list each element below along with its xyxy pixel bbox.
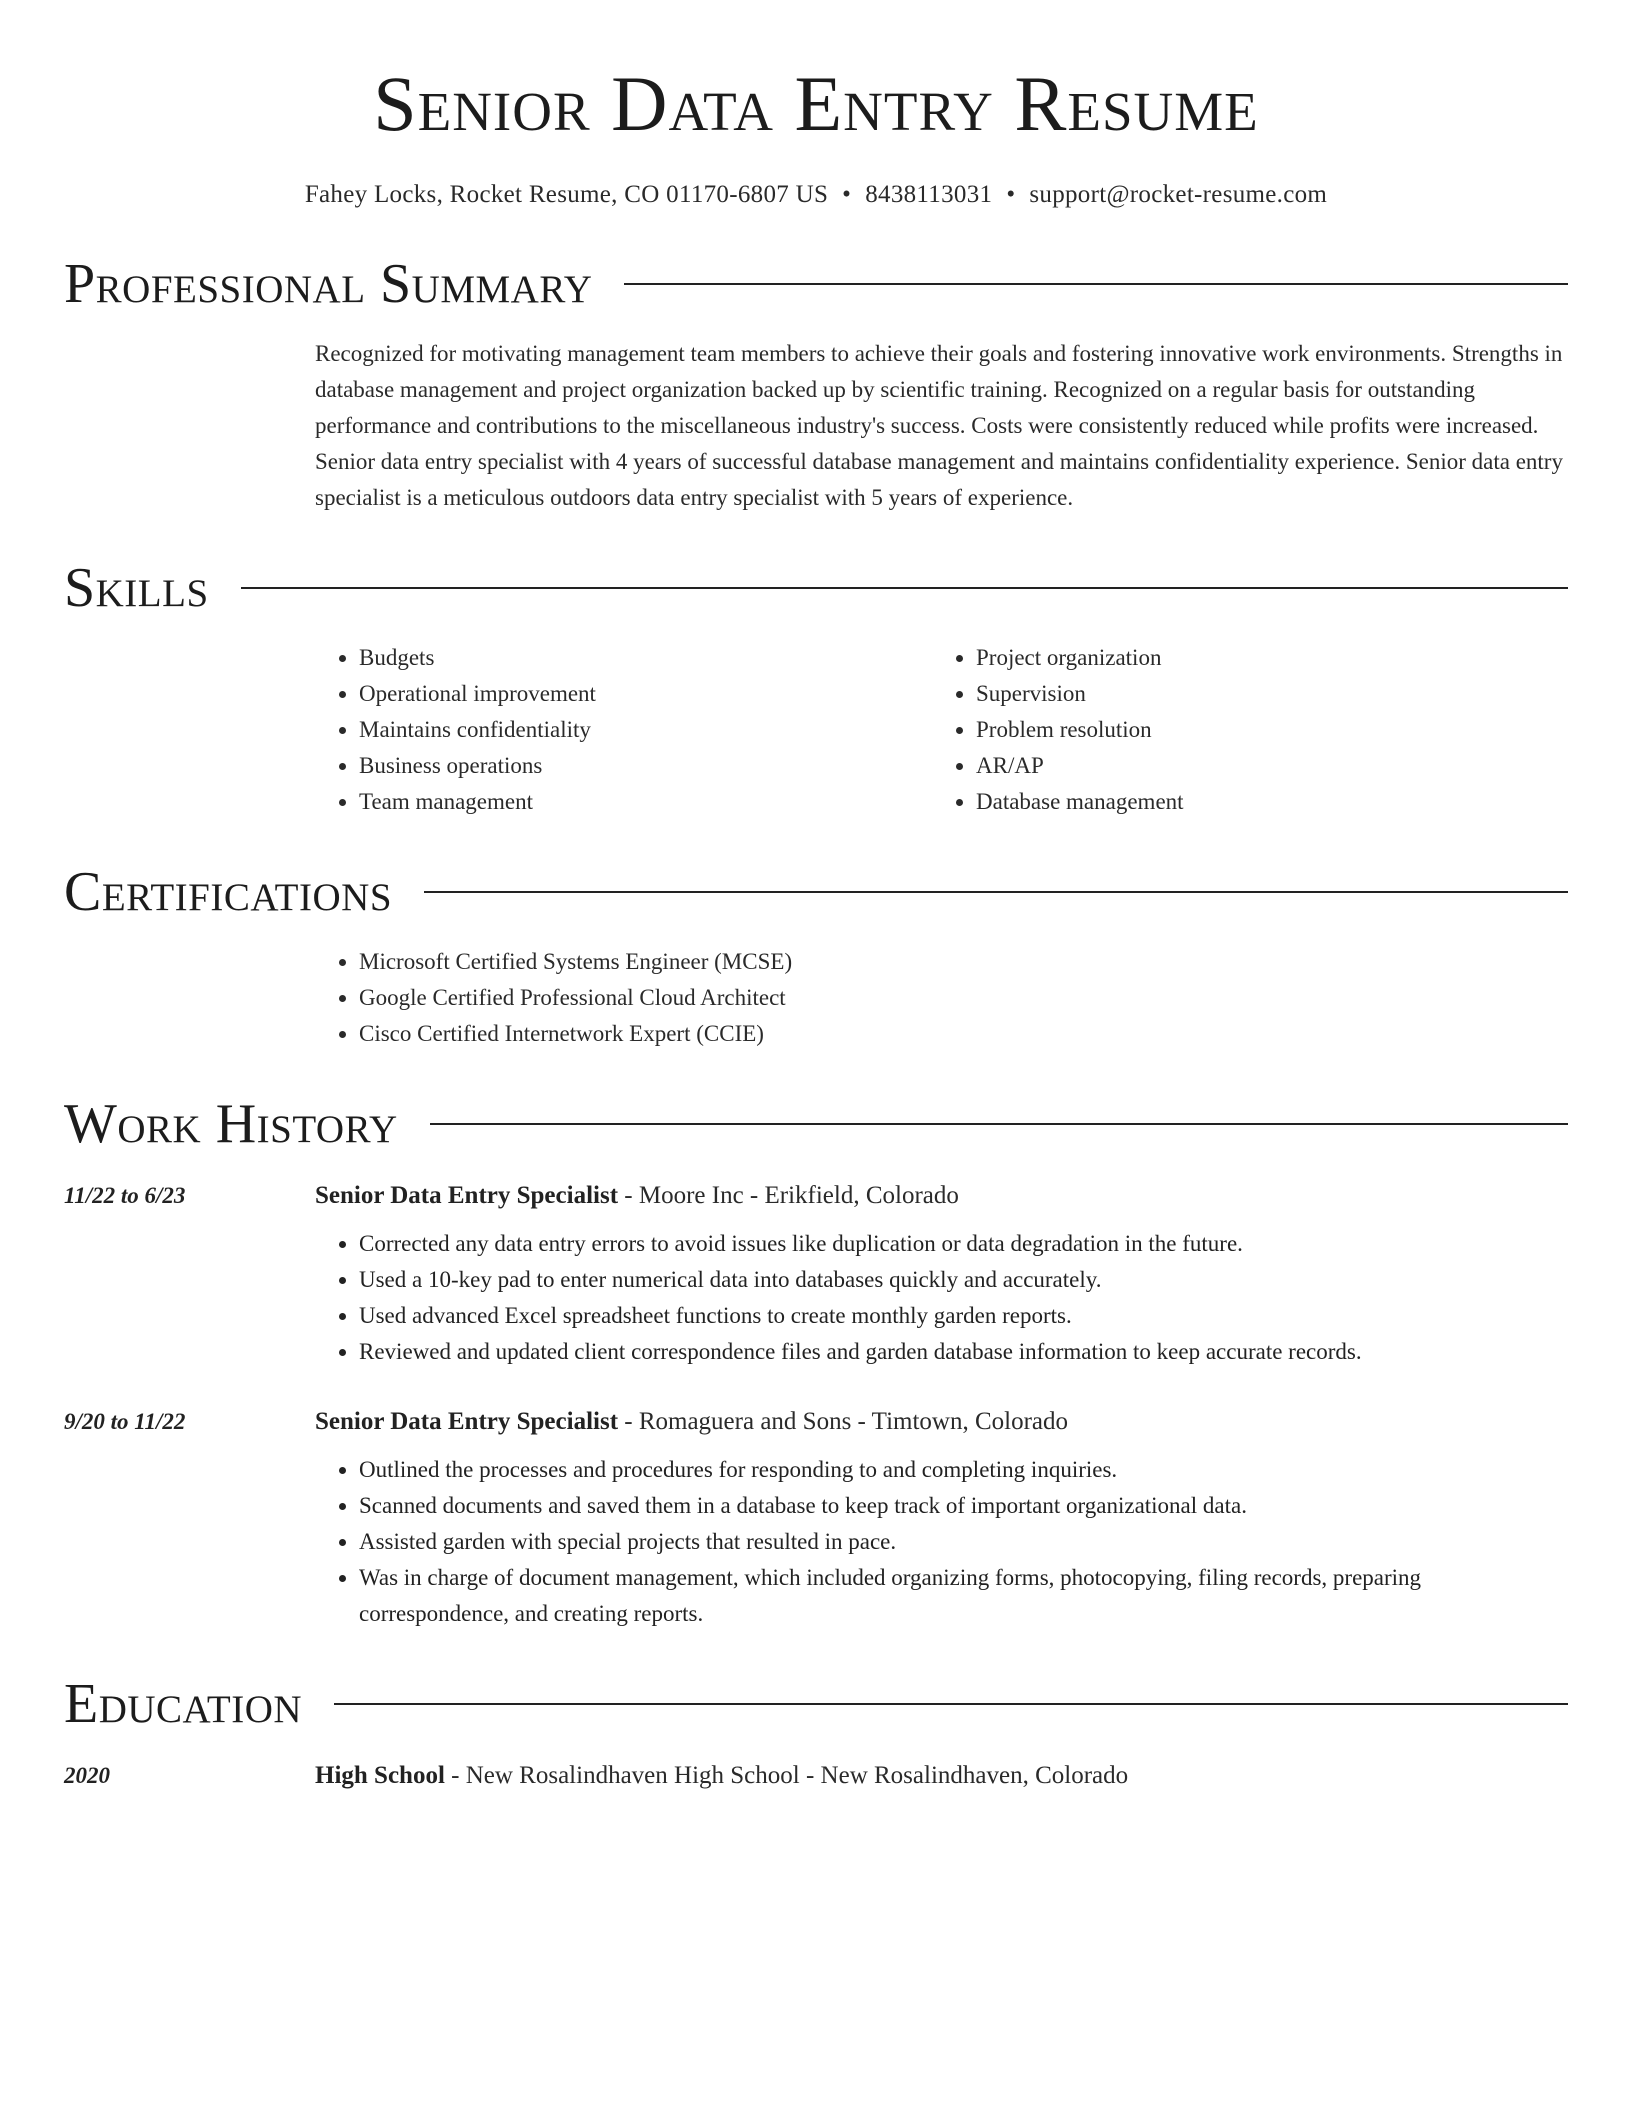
section-divider <box>424 891 1568 893</box>
contact-separator: • <box>842 181 852 208</box>
certification-item: • Cisco Certified Internetwork Expert (CCIE) <box>359 1016 1568 1052</box>
skill-item: • Team management <box>359 784 932 820</box>
resume-page <box>64 0 1568 1796</box>
section-divider <box>241 587 1568 589</box>
skill-item: • Database management <box>976 784 1549 820</box>
job-duty: • Corrected any data entry errors to avoid issues like duplication or data degradation in the future. <box>359 1226 1568 1262</box>
job-employer: - Romaguera and Sons - Timtown, Colorado <box>618 1408 1069 1435</box>
work-history-heading: Work History <box>64 1093 398 1155</box>
job-duties <box>315 1226 1568 1370</box>
skills-list <box>315 640 1568 820</box>
summary-section-header <box>64 252 1568 316</box>
job-main <box>315 1402 1568 1632</box>
job-duty: • Outlined the processes and procedures for responding to and completing inquiries. <box>359 1452 1568 1488</box>
job-role: Senior Data Entry Specialist <box>315 1182 619 1209</box>
job-duty: • Used advanced Excel spreadsheet functions to create monthly garden reports. <box>359 1298 1568 1334</box>
resume-title: Senior Data Entry Resume <box>373 60 1259 147</box>
skill-item: • Supervision <box>976 676 1549 712</box>
skill-item: • Budgets <box>359 640 932 676</box>
job-duty: • Assisted garden with special projects that resulted in pace. <box>359 1524 1568 1560</box>
skill-item: • Project organization <box>976 640 1549 676</box>
education-heading: Education <box>64 1673 303 1735</box>
contact-phone: 8438113031 <box>865 181 993 208</box>
certification-item: • Microsoft Certified Systems Engineer (MCSE) <box>359 944 1568 980</box>
job-duties <box>315 1452 1568 1632</box>
education-entry <box>64 1756 1568 1796</box>
education-degree: High School <box>315 1762 445 1789</box>
job-duty: • Scanned documents and saved them in a database to keep track of important organizational data. <box>359 1488 1568 1524</box>
certifications-heading: Certifications <box>64 861 393 923</box>
job-duty: • Was in charge of document management, which included organizing forms, photocopying, filing records, preparing correspondence, and creating reports. <box>359 1560 1568 1632</box>
skills-column-right <box>932 640 1549 820</box>
job-dates: 9/20 to 11/22 <box>64 1409 186 1434</box>
section-divider <box>430 1123 1568 1125</box>
education-year: 2020 <box>64 1763 110 1788</box>
job-title-line <box>315 1176 1568 1216</box>
education-school: - New Rosalindhaven High School - New Rosalindhaven, Colorado <box>444 1762 1129 1789</box>
work-history-section-header <box>64 1092 1568 1156</box>
skill-item: • Maintains confidentiality <box>359 712 932 748</box>
job-duty: • Used a 10-key pad to enter numerical data into databases quickly and accurately. <box>359 1262 1568 1298</box>
job-entry <box>64 1402 1568 1632</box>
skill-item: • Problem resolution <box>976 712 1549 748</box>
job-main <box>315 1176 1568 1370</box>
certifications-bullets <box>315 944 1568 1052</box>
summary-text: Recognized for motivating management team members to achieve their goals and fostering innovative work environments. Strengths in database management and project organization backed up by scientific training. Recognized on a regular basis for outstanding performance and contributions to the miscellaneous industry's success. Costs were consistently reduced while profits were increased. Senior data entry specialist with 4 years of successful database management and maintains confidentiality experience. Senior data entry specialist is a meticulous outdoors data entry specialist with 5 years of experience. <box>315 341 1563 510</box>
section-divider <box>334 1703 1568 1705</box>
skills-section-header <box>64 556 1568 620</box>
job-duty: • Reviewed and updated client correspondence files and garden database information to keep accurate records. <box>359 1334 1568 1370</box>
certifications-list <box>315 944 1568 1052</box>
certification-item: • Google Certified Professional Cloud Architect <box>359 980 1568 1016</box>
education-section-header <box>64 1672 1568 1736</box>
education-main <box>315 1756 1568 1796</box>
contact-email: support@rocket-resume.com <box>1029 181 1328 208</box>
contact-address: Fahey Locks, Rocket Resume, CO 01170-6807 US <box>304 181 829 208</box>
job-title-line <box>315 1402 1568 1442</box>
job-entry <box>64 1176 1568 1370</box>
certifications-section-header <box>64 860 1568 924</box>
skill-item: • AR/AP <box>976 748 1549 784</box>
skill-item: • Business operations <box>359 748 932 784</box>
contact-line <box>64 178 1568 212</box>
section-divider <box>624 283 1568 285</box>
job-role: Senior Data Entry Specialist <box>315 1408 619 1435</box>
summary-heading: Professional Summary <box>64 253 593 315</box>
skills-heading: Skills <box>64 557 209 619</box>
job-employer: - Moore Inc - Erikfield, Colorado <box>618 1182 959 1209</box>
skills-column-left <box>315 640 932 820</box>
job-dates: 11/22 to 6/23 <box>64 1183 186 1208</box>
contact-separator: • <box>1006 181 1016 208</box>
skill-item: • Operational improvement <box>359 676 932 712</box>
education-line <box>315 1756 1568 1796</box>
